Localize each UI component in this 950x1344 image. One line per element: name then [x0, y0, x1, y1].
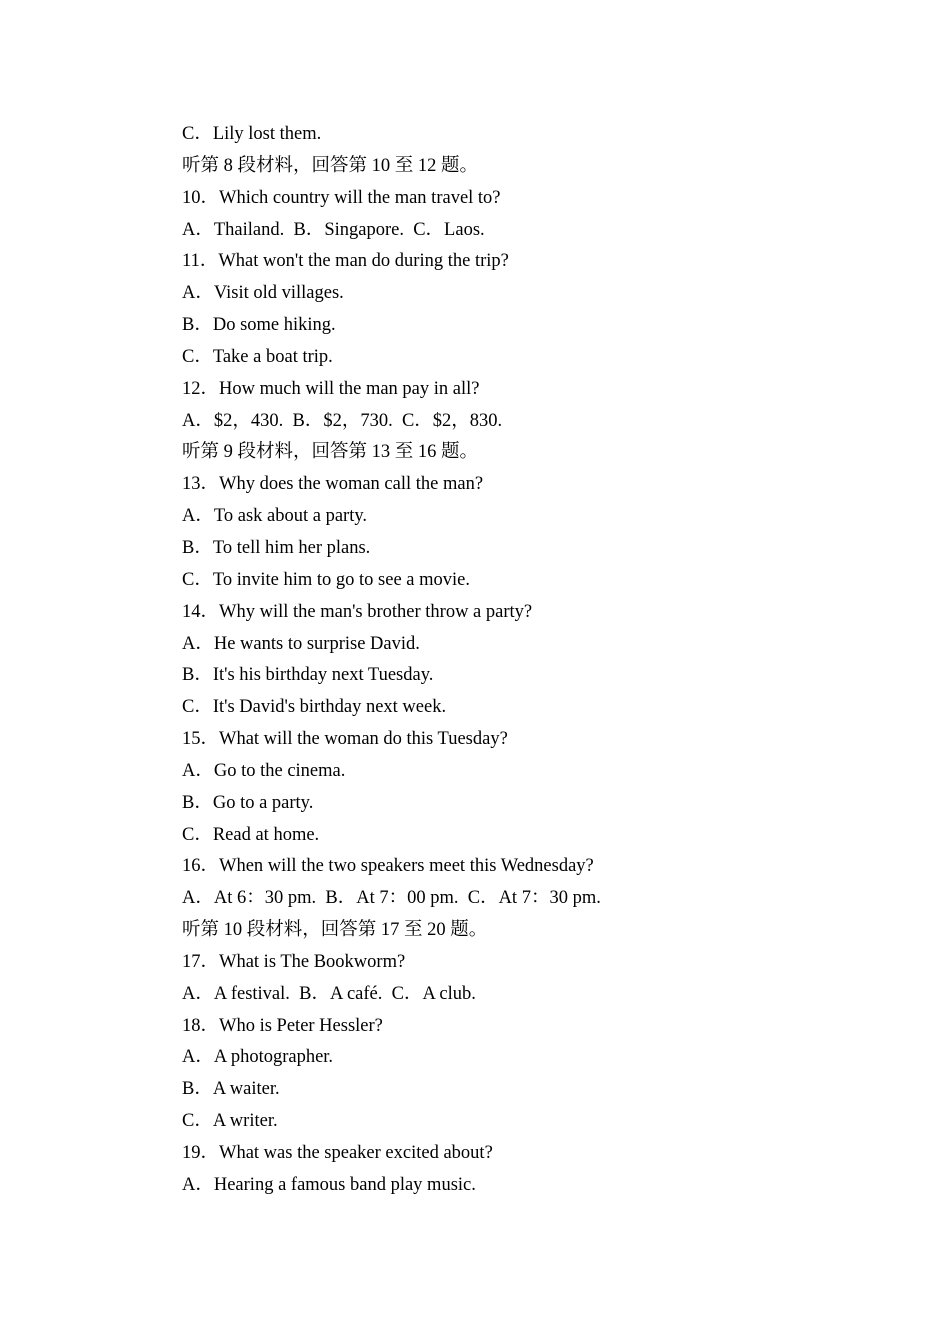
answer-option: C．A writer. [182, 1111, 278, 1132]
answer-option: B．It's his birthday next Tuesday. [182, 665, 434, 686]
document-body [182, 119, 802, 1202]
answer-option: A．Visit old villages. [182, 283, 344, 304]
answer-options-row: A．A festival. B．A café. C．A club. [182, 983, 476, 1004]
question: 14．Why will the man's brother throw a party? [182, 601, 533, 622]
section-instruction: 听第 9 段材料，回答第 13 至 16 题。 [182, 442, 479, 463]
question: 19．What was the speaker excited about? [182, 1143, 493, 1163]
answer-option: C．Lily lost them. [182, 124, 322, 144]
answer-option: B．A waiter. [182, 1079, 280, 1100]
answer-option: A．Go to the cinema. [182, 760, 346, 781]
answer-option: A．He wants to surprise David. [182, 633, 420, 654]
answer-option: C．To invite him to go to see a movie. [182, 569, 470, 590]
question: 10．Which country will the man travel to? [182, 187, 501, 208]
answer-option: B．To tell him her plans. [182, 537, 371, 558]
question: 17．What is The Bookworm? [182, 951, 406, 972]
answer-option: C．Read at home. [182, 824, 320, 845]
answer-option: A．Hearing a famous band play music. [182, 1174, 476, 1195]
answer-options-row: A．At 6：30 pm. B．At 7：00 pm. C．At 7：30 pm. [182, 888, 601, 909]
answer-option: B．Do some hiking. [182, 315, 336, 336]
answer-option: C．Take a boat trip. [182, 346, 333, 367]
answer-option: A．To ask about a party. [182, 506, 368, 527]
section-instruction: 听第 10 段材料，回答第 17 至 20 题。 [182, 920, 488, 941]
question: 15．What will the woman do this Tuesday? [182, 729, 508, 750]
answer-options-row: A．Thailand. B．Singapore. C．Laos. [182, 219, 485, 240]
section-instruction: 听第 8 段材料，回答第 10 至 12 题。 [182, 155, 479, 176]
answer-option: C．It's David's birthday next week. [182, 697, 447, 718]
question: 16．When will the two speakers meet this Wednesday? [182, 856, 594, 877]
answer-option: B．Go to a party. [182, 792, 314, 813]
question: 13．Why does the woman call the man? [182, 474, 484, 495]
question: 18．Who is Peter Hessler? [182, 1015, 383, 1036]
answer-option: A．A photographer. [182, 1047, 334, 1068]
answer-options-row: A．$2，430. B．$2，730. C．$2，830. [182, 410, 503, 431]
question: 11．What won't the man do during the trip? [182, 251, 509, 272]
question: 12．How much will the man pay in all? [182, 378, 480, 399]
